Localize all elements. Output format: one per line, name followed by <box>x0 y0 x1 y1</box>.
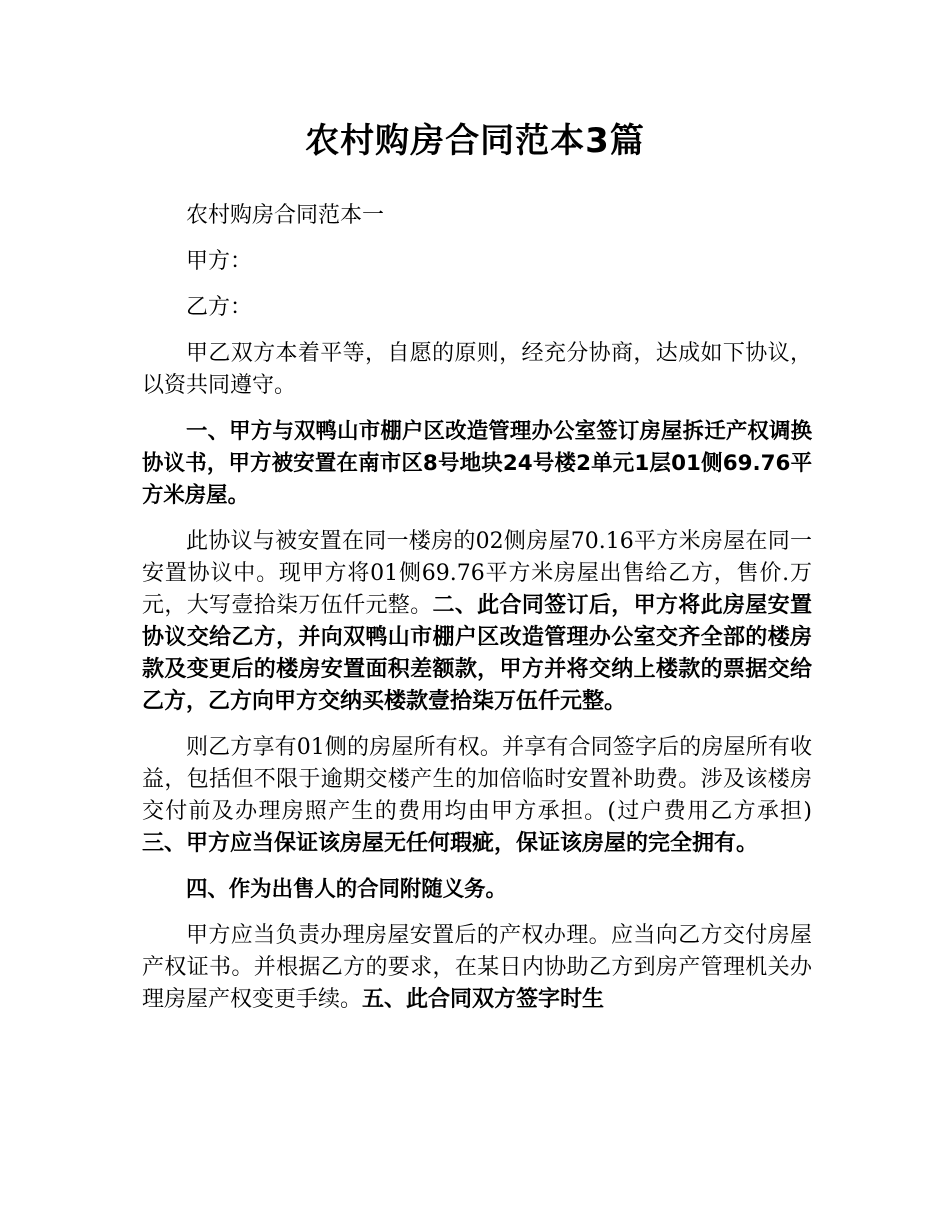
clause-one: 一、甲方与双鸭山市棚户区改造管理办公室签订房屋拆迁产权调换协议书，甲方被安置在南市区8号地块24号楼2单元1层01侧69.76平方米房屋。 <box>142 419 812 508</box>
party-b-line: 乙方： <box>186 295 253 320</box>
clause-five: 五、此合同双方签字时生 <box>362 987 605 1012</box>
intro-paragraph: 甲乙双方本着平等，自愿的原则，经充分协商，达成如下协议，以资共同遵守。 <box>142 341 812 398</box>
sale-text: 此协议与被安置在同一楼房的02侧房屋70.16平方米房屋在同一安置协议中。现甲方将01侧69.76平方米房屋出售给乙方，售价.万元，大写壹拾柒万伍仟元整。 <box>142 529 812 618</box>
duty-paragraph <box>142 920 812 1016</box>
sale-paragraph <box>142 526 812 718</box>
duty-text: 甲方应当负责办理房屋安置后的产权办理。应当向乙方交付房屋产权证书。并根据乙方的要求，在某日内协助乙方到房产管理机关办理房屋产权变更手续。 <box>142 923 812 1012</box>
rights-paragraph <box>142 732 812 860</box>
contract-heading: 农村购房合同范本一 <box>186 203 385 228</box>
clause-two: 二、此合同签订后，甲方将此房屋安置协议交给乙方，并向双鸭山市棚户区改造管理办公室交齐全部的楼房款及变更后的楼房安置面积差额款，甲方并将交纳上楼款的票据交给乙方，乙方向甲方交纳买楼款壹拾柒万伍仟元整。 <box>142 593 812 714</box>
rights-text: 则乙方享有01侧的房屋所有权。并享有合同签字后的房屋所有收益，包括但不限于逾期交楼产生的加倍临时安置补助费。涉及该楼房交付前及办理房照产生的费用均由甲方承担。(过户费用乙方承担) <box>142 735 812 824</box>
document-body <box>142 200 812 1016</box>
clause-four: 四、作为出售人的合同附随义务。 <box>186 877 507 902</box>
clause-three: 三、甲方应当保证该房屋无任何瑕疵，保证该房屋的完全拥有。 <box>142 831 759 856</box>
party-a-line: 甲方： <box>186 249 253 274</box>
document-title: 农村购房合同范本3篇 <box>305 121 645 161</box>
